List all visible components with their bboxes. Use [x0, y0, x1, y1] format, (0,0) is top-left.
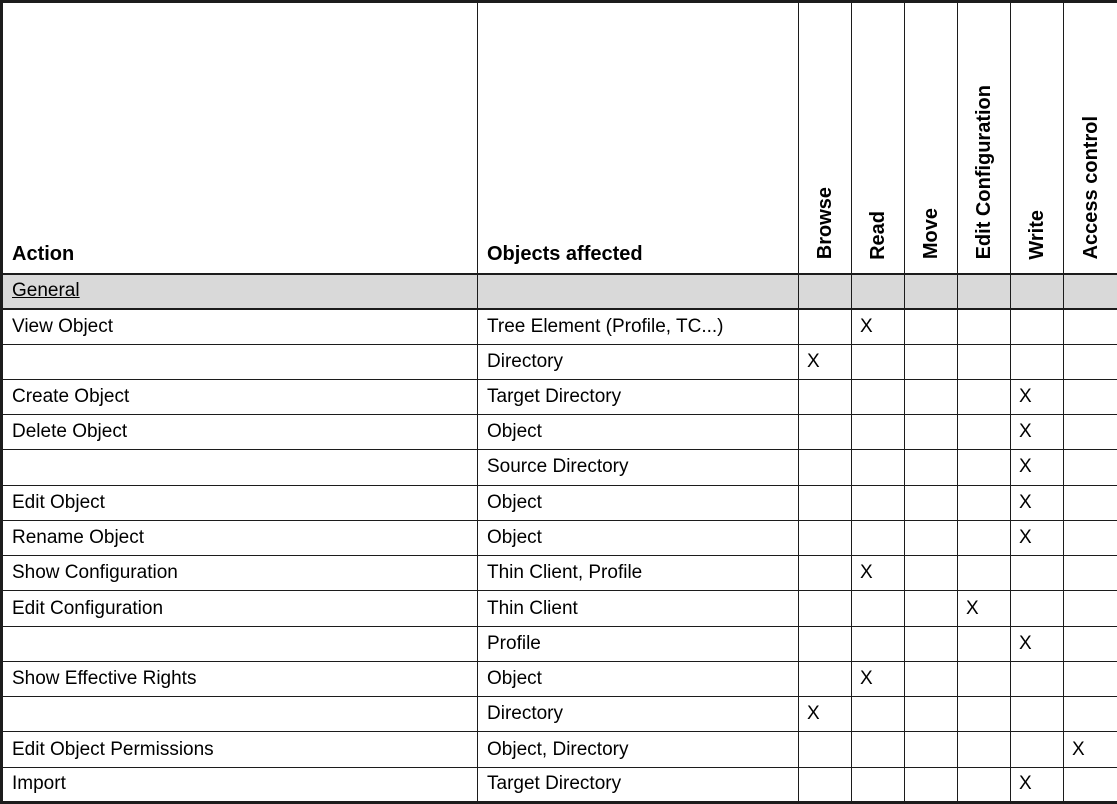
permission-mark-cell-edit-configuration — [958, 485, 1011, 520]
permission-mark-cell-move — [905, 309, 958, 344]
action-cell — [2, 450, 478, 485]
permission-mark-cell-write: X — [1011, 626, 1064, 661]
permission-mark-cell-edit-configuration — [958, 450, 1011, 485]
action-cell: Create Object — [2, 379, 478, 414]
objects-affected-cell: Directory — [478, 344, 799, 379]
permission-mark-cell-write: X — [1011, 415, 1064, 450]
section-row-empty-cell — [1011, 274, 1064, 309]
table-row — [2, 309, 1117, 344]
objects-affected-cell: Target Directory — [478, 767, 799, 802]
action-cell: Edit Configuration — [2, 591, 478, 626]
objects-affected-cell: Thin Client, Profile — [478, 556, 799, 591]
table-row — [2, 767, 1117, 802]
permission-mark-cell-browse — [799, 661, 852, 696]
permission-mark-cell-write: X — [1011, 485, 1064, 520]
column-header-browse-label: Browse — [814, 187, 836, 260]
objects-affected-cell: Tree Element (Profile, TC...) — [478, 309, 799, 344]
permission-mark-cell-write — [1011, 556, 1064, 591]
objects-affected-cell: Object — [478, 415, 799, 450]
table-row — [2, 661, 1117, 696]
permission-mark-cell-edit-configuration — [958, 626, 1011, 661]
section-row-empty-cell — [799, 274, 852, 309]
permission-mark-cell-move — [905, 697, 958, 732]
permission-mark-cell-write — [1011, 591, 1064, 626]
permission-mark-cell-edit-configuration — [958, 415, 1011, 450]
objects-affected-cell: Object, Directory — [478, 732, 799, 767]
action-cell: Delete Object — [2, 415, 478, 450]
column-header-write-label: Write — [1026, 209, 1048, 260]
section-row-empty-cell — [905, 274, 958, 309]
permission-mark-cell-move — [905, 415, 958, 450]
objects-affected-cell: Profile — [478, 626, 799, 661]
table-row — [2, 344, 1117, 379]
table-row — [2, 520, 1117, 555]
permission-mark-cell-read — [852, 732, 905, 767]
permission-mark-cell-browse — [799, 520, 852, 555]
objects-affected-cell: Source Directory — [478, 450, 799, 485]
permission-mark-cell-browse — [799, 415, 852, 450]
permission-mark-cell-access-control: X — [1064, 732, 1117, 767]
permission-mark-cell-move — [905, 767, 958, 802]
permission-mark-cell-move — [905, 556, 958, 591]
column-header-action: Action — [2, 2, 478, 274]
permission-mark-cell-write: X — [1011, 767, 1064, 802]
permission-mark-cell-edit-configuration — [958, 661, 1011, 696]
section-row-general — [2, 274, 1117, 309]
permission-mark-cell-edit-configuration — [958, 309, 1011, 344]
column-header-browse — [799, 2, 852, 274]
permission-mark-cell-write: X — [1011, 379, 1064, 414]
permission-mark-cell-write: X — [1011, 520, 1064, 555]
action-cell: Import — [2, 767, 478, 802]
table-row — [2, 626, 1117, 661]
permission-mark-cell-access-control — [1064, 626, 1117, 661]
permission-mark-cell-browse: X — [799, 344, 852, 379]
permission-mark-cell-access-control — [1064, 556, 1117, 591]
table-row — [2, 732, 1117, 767]
permission-mark-cell-browse — [799, 556, 852, 591]
permission-mark-cell-read: X — [852, 661, 905, 696]
permission-mark-cell-write — [1011, 697, 1064, 732]
action-cell: Edit Object — [2, 485, 478, 520]
permission-mark-cell-browse — [799, 485, 852, 520]
permission-mark-cell-edit-configuration — [958, 697, 1011, 732]
permission-mark-cell-write — [1011, 344, 1064, 379]
permission-mark-cell-access-control — [1064, 485, 1117, 520]
table-row — [2, 485, 1117, 520]
permission-mark-cell-write — [1011, 661, 1064, 696]
permission-mark-cell-read — [852, 415, 905, 450]
table-row — [2, 556, 1117, 591]
table-body — [2, 274, 1117, 803]
permission-mark-cell-read — [852, 626, 905, 661]
permission-mark-cell-move — [905, 379, 958, 414]
permission-mark-cell-browse — [799, 626, 852, 661]
permission-mark-cell-edit-configuration — [958, 379, 1011, 414]
permission-mark-cell-move — [905, 591, 958, 626]
permission-mark-cell-access-control — [1064, 450, 1117, 485]
table-row — [2, 379, 1117, 414]
action-cell: Rename Object — [2, 520, 478, 555]
section-label: General — [2, 274, 478, 309]
permission-mark-cell-write: X — [1011, 450, 1064, 485]
table-row — [2, 591, 1117, 626]
permission-mark-cell-edit-configuration — [958, 344, 1011, 379]
permission-mark-cell-access-control — [1064, 344, 1117, 379]
permission-mark-cell-move — [905, 450, 958, 485]
action-cell — [2, 626, 478, 661]
permission-mark-cell-browse — [799, 309, 852, 344]
table-row — [2, 697, 1117, 732]
action-cell — [2, 697, 478, 732]
permission-mark-cell-edit-configuration — [958, 556, 1011, 591]
permission-mark-cell-browse — [799, 450, 852, 485]
objects-affected-cell: Object — [478, 485, 799, 520]
permission-mark-cell-browse — [799, 379, 852, 414]
column-header-access-control — [1064, 2, 1117, 274]
permission-mark-cell-move — [905, 661, 958, 696]
objects-affected-cell: Directory — [478, 697, 799, 732]
column-header-objects-affected: Objects affected — [478, 2, 799, 274]
column-header-move — [905, 2, 958, 274]
permission-mark-cell-move — [905, 485, 958, 520]
permission-mark-cell-edit-configuration — [958, 732, 1011, 767]
permission-mark-cell-edit-configuration — [958, 520, 1011, 555]
permission-mark-cell-access-control — [1064, 697, 1117, 732]
permission-mark-cell-read — [852, 344, 905, 379]
permission-mark-cell-browse — [799, 767, 852, 802]
permission-mark-cell-browse — [799, 591, 852, 626]
permission-mark-cell-move — [905, 520, 958, 555]
table-header-row — [2, 2, 1117, 274]
permission-mark-cell-browse — [799, 732, 852, 767]
action-cell: Show Configuration — [2, 556, 478, 591]
permission-mark-cell-access-control — [1064, 661, 1117, 696]
permission-mark-cell-read — [852, 485, 905, 520]
permission-mark-cell-move — [905, 732, 958, 767]
permission-mark-cell-access-control — [1064, 379, 1117, 414]
permission-mark-cell-access-control — [1064, 415, 1117, 450]
objects-affected-cell: Target Directory — [478, 379, 799, 414]
permission-mark-cell-browse: X — [799, 697, 852, 732]
column-header-edit-configuration — [958, 2, 1011, 274]
section-row-empty-cell — [478, 274, 799, 309]
column-header-move-label: Move — [920, 208, 942, 260]
table-row — [2, 415, 1117, 450]
column-header-read-label: Read — [867, 210, 889, 260]
permission-mark-cell-read — [852, 520, 905, 555]
action-cell — [2, 344, 478, 379]
section-row-empty-cell — [958, 274, 1011, 309]
permission-mark-cell-write — [1011, 309, 1064, 344]
permission-mark-cell-read — [852, 450, 905, 485]
action-cell: View Object — [2, 309, 478, 344]
section-row-empty-cell — [1064, 274, 1117, 309]
permission-mark-cell-access-control — [1064, 767, 1117, 802]
objects-affected-cell: Object — [478, 661, 799, 696]
action-cell: Show Effective Rights — [2, 661, 478, 696]
permission-mark-cell-write — [1011, 732, 1064, 767]
permission-mark-cell-read — [852, 591, 905, 626]
permission-mark-cell-read: X — [852, 556, 905, 591]
action-cell: Edit Object Permissions — [2, 732, 478, 767]
permission-mark-cell-access-control — [1064, 591, 1117, 626]
column-header-edit-configuration-label: Edit Configuration — [973, 85, 995, 260]
objects-affected-cell: Thin Client — [478, 591, 799, 626]
permission-mark-cell-access-control — [1064, 309, 1117, 344]
permission-mark-cell-edit-configuration: X — [958, 591, 1011, 626]
table-row — [2, 450, 1117, 485]
objects-affected-cell: Object — [478, 520, 799, 555]
permission-mark-cell-access-control — [1064, 520, 1117, 555]
permission-mark-cell-move — [905, 344, 958, 379]
permission-mark-cell-move — [905, 626, 958, 661]
column-header-write — [1011, 2, 1064, 274]
permission-mark-cell-read: X — [852, 309, 905, 344]
permission-mark-cell-read — [852, 767, 905, 802]
permission-mark-cell-read — [852, 697, 905, 732]
column-header-read — [852, 2, 905, 274]
section-row-empty-cell — [852, 274, 905, 309]
column-header-access-control-label: Access control — [1079, 116, 1102, 260]
permission-mark-cell-read — [852, 379, 905, 414]
permission-mark-cell-edit-configuration — [958, 767, 1011, 802]
